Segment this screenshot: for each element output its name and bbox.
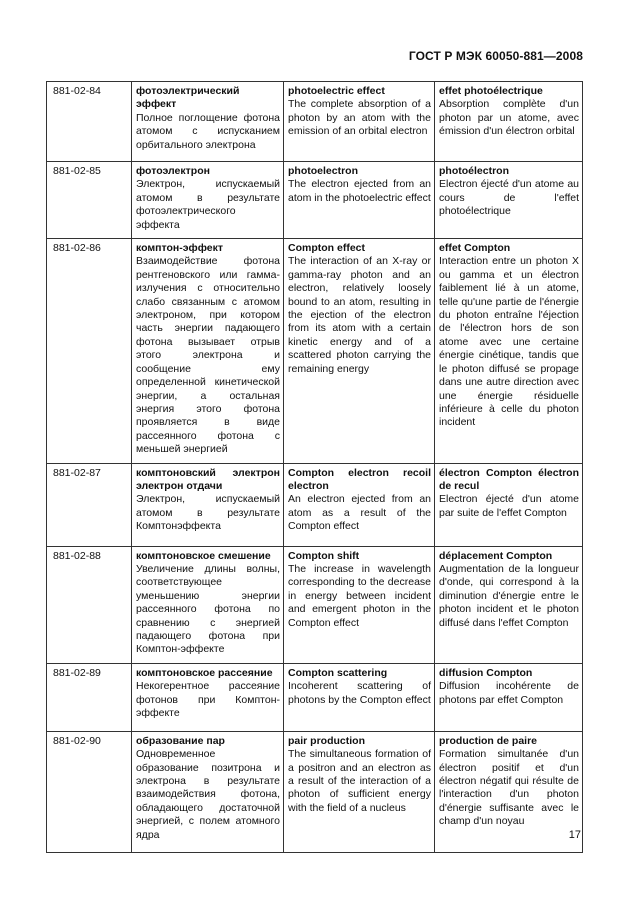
en-term: Compton shift: [288, 549, 360, 562]
fr-term: déplacement Compton: [439, 549, 553, 562]
ru-cell: [132, 463, 284, 546]
fr-term: diffusion Compton: [439, 666, 533, 679]
en-definition: The simultaneous formation of a positron and an electron as a result of the interaction of a photon of sufficient energy with the field of a nucleus: [288, 748, 431, 814]
fr-term: photoélectron: [439, 165, 509, 177]
ru-definition: Взаимодействие фотона рентгеновского или гамма-излучения с относительно слабо связанным с атомом электроном, при котором часть энергии падающего фотона вызывает отрыв этого электрона и сообщение ему определенной кинетической энергии, а остальная энергия этого фотона проявляется в виде рассеянного фотона с меньшей энергией: [136, 255, 280, 456]
ru-term: комптоновский электрон электрон отдачи: [136, 466, 280, 492]
en-term: Compton scattering: [288, 666, 388, 679]
ru-term: образование пар: [136, 734, 225, 747]
fr-cell: [435, 663, 583, 731]
ru-cell: [132, 162, 284, 239]
ru-definition: Полное поглощение фотона атомом с испусканием орбитального электрона: [136, 111, 280, 151]
table-row: [47, 82, 583, 162]
fr-term: électron Compton électron de recul: [439, 466, 579, 492]
table-row: [47, 162, 583, 239]
en-definition: An electron ejected from an atom as a result of the Compton effect: [288, 493, 431, 533]
en-definition: The electron ejected from an atom in the photoelectric effect: [288, 178, 431, 204]
fr-term: effet photoélectrique: [439, 85, 543, 97]
fr-cell: [435, 546, 583, 663]
fr-cell: [435, 82, 583, 162]
table-row: [47, 239, 583, 464]
fr-term: production de paire: [439, 734, 538, 747]
table-row: [47, 731, 583, 852]
ru-definition: Некогерентное рассеяние фотонов при Комптон-эффекте: [136, 680, 280, 719]
ru-cell: [132, 82, 284, 162]
ru-term: комптоновское рассеяние: [136, 666, 273, 679]
en-cell: [284, 731, 435, 852]
en-term: Compton electron recoil electron: [288, 466, 431, 492]
term-code: 881-02-90: [47, 731, 132, 852]
en-cell: [284, 239, 435, 464]
en-term: photoelectron: [288, 165, 358, 177]
table-row: [47, 546, 583, 663]
term-code: 881-02-89: [47, 663, 132, 731]
ru-cell: [132, 239, 284, 464]
term-code: 881-02-88: [47, 546, 132, 663]
en-cell: [284, 463, 435, 546]
fr-definition: Augmentation de la longueur d'onde, qui correspond à la diminution d'énergie entre le photon incident et le photon diffusé dans l'effet Compton: [439, 562, 579, 629]
ru-term: комптоновское смешение: [136, 549, 271, 562]
ru-definition: Электрон, испускаемый атомом в результате фотоэлектрического эффекта: [136, 178, 280, 231]
term-code: 881-02-85: [47, 162, 132, 239]
ru-cell: [132, 663, 284, 731]
term-code: 881-02-87: [47, 463, 132, 546]
ru-term: фотоэлектрон: [136, 165, 210, 177]
fr-definition: Absorption complète d'un photon par un atome, avec émission d'un électron orbital: [439, 98, 579, 138]
en-term: Compton effect: [288, 242, 365, 255]
fr-definition: Interaction entre un photon X ou gamma et un électron faiblement lié à un atome, telle qu'une partie de l'énergie du photon entraîne l'éjection de l'électron hors de son atome avec une certaine énergie cinétique, tandis que le photon diffusé se propage dans une autre direction avec une énergie résiduelle inférieure à celle du photon incident: [439, 255, 579, 429]
fr-term: effet Compton: [439, 242, 511, 255]
en-cell: [284, 546, 435, 663]
fr-definition: Electron éjecté d'un atome par suite de l'effet Compton: [439, 493, 579, 519]
standard-code-header: ГОСТ Р МЭК 60050-881—2008: [408, 49, 583, 63]
ru-cell: [132, 546, 284, 663]
page-number: 17: [568, 829, 581, 841]
fr-definition: Electron éjecté d'un atome au cours de l'effet photoélectrique: [439, 178, 579, 218]
terms-table: [46, 81, 583, 853]
fr-cell: [435, 463, 583, 546]
ru-definition: Увеличение длины волны, соответствующее уменьшению энергии рассеянного фотона по сравнению с энергией падающего фотона при Комптон-эффекте: [136, 562, 280, 656]
en-cell: [284, 82, 435, 162]
en-cell: [284, 663, 435, 731]
term-code: 881-02-84: [47, 82, 132, 162]
ru-definition: Одновременное образование позитрона и электрона в результате взаимодействия фотона, обладающего достаточной энергией, с полем атомного ядра: [136, 748, 280, 841]
fr-definition: Diffusion incohérente de photons par effet Compton: [439, 680, 579, 706]
en-definition: Incoherent scattering of photons by the Compton effect: [288, 680, 431, 706]
ru-definition: Электрон, испускаемый атомом в результате Комптонэффекта: [136, 493, 280, 533]
en-term: pair production: [288, 734, 365, 747]
en-cell: [284, 162, 435, 239]
ru-term: фотоэлектрический эффект: [136, 85, 240, 111]
term-code: 881-02-86: [47, 239, 132, 464]
table-row: [47, 463, 583, 546]
en-definition: The increase in wavelength corresponding to the decrease in energy between incident and emergent photon in the Compton effect: [288, 562, 431, 629]
en-term: photoelectric effect: [288, 85, 385, 97]
fr-cell: [435, 162, 583, 239]
fr-cell: [435, 239, 583, 464]
en-definition: The interaction of an X-ray or gamma-ray photon and an electron, relatively loosely bound to an atom, resulting in the ejection of the electron from its atom with a certain kinetic energy and of a scattered photon carrying the remaining energy: [288, 255, 431, 375]
fr-cell: [435, 731, 583, 852]
table-row: [47, 663, 583, 731]
fr-definition: Formation simultanée d'un électron positif et d'un électron négatif qui résulte de l'interaction d'un photon d'énergie suffisante avec le champ d'un noyau: [439, 748, 579, 828]
en-definition: The complete absorption of a photon by an atom with the emission of an orbital electron: [288, 98, 431, 138]
ru-term: комптон-эффект: [136, 242, 224, 255]
ru-cell: [132, 731, 284, 852]
